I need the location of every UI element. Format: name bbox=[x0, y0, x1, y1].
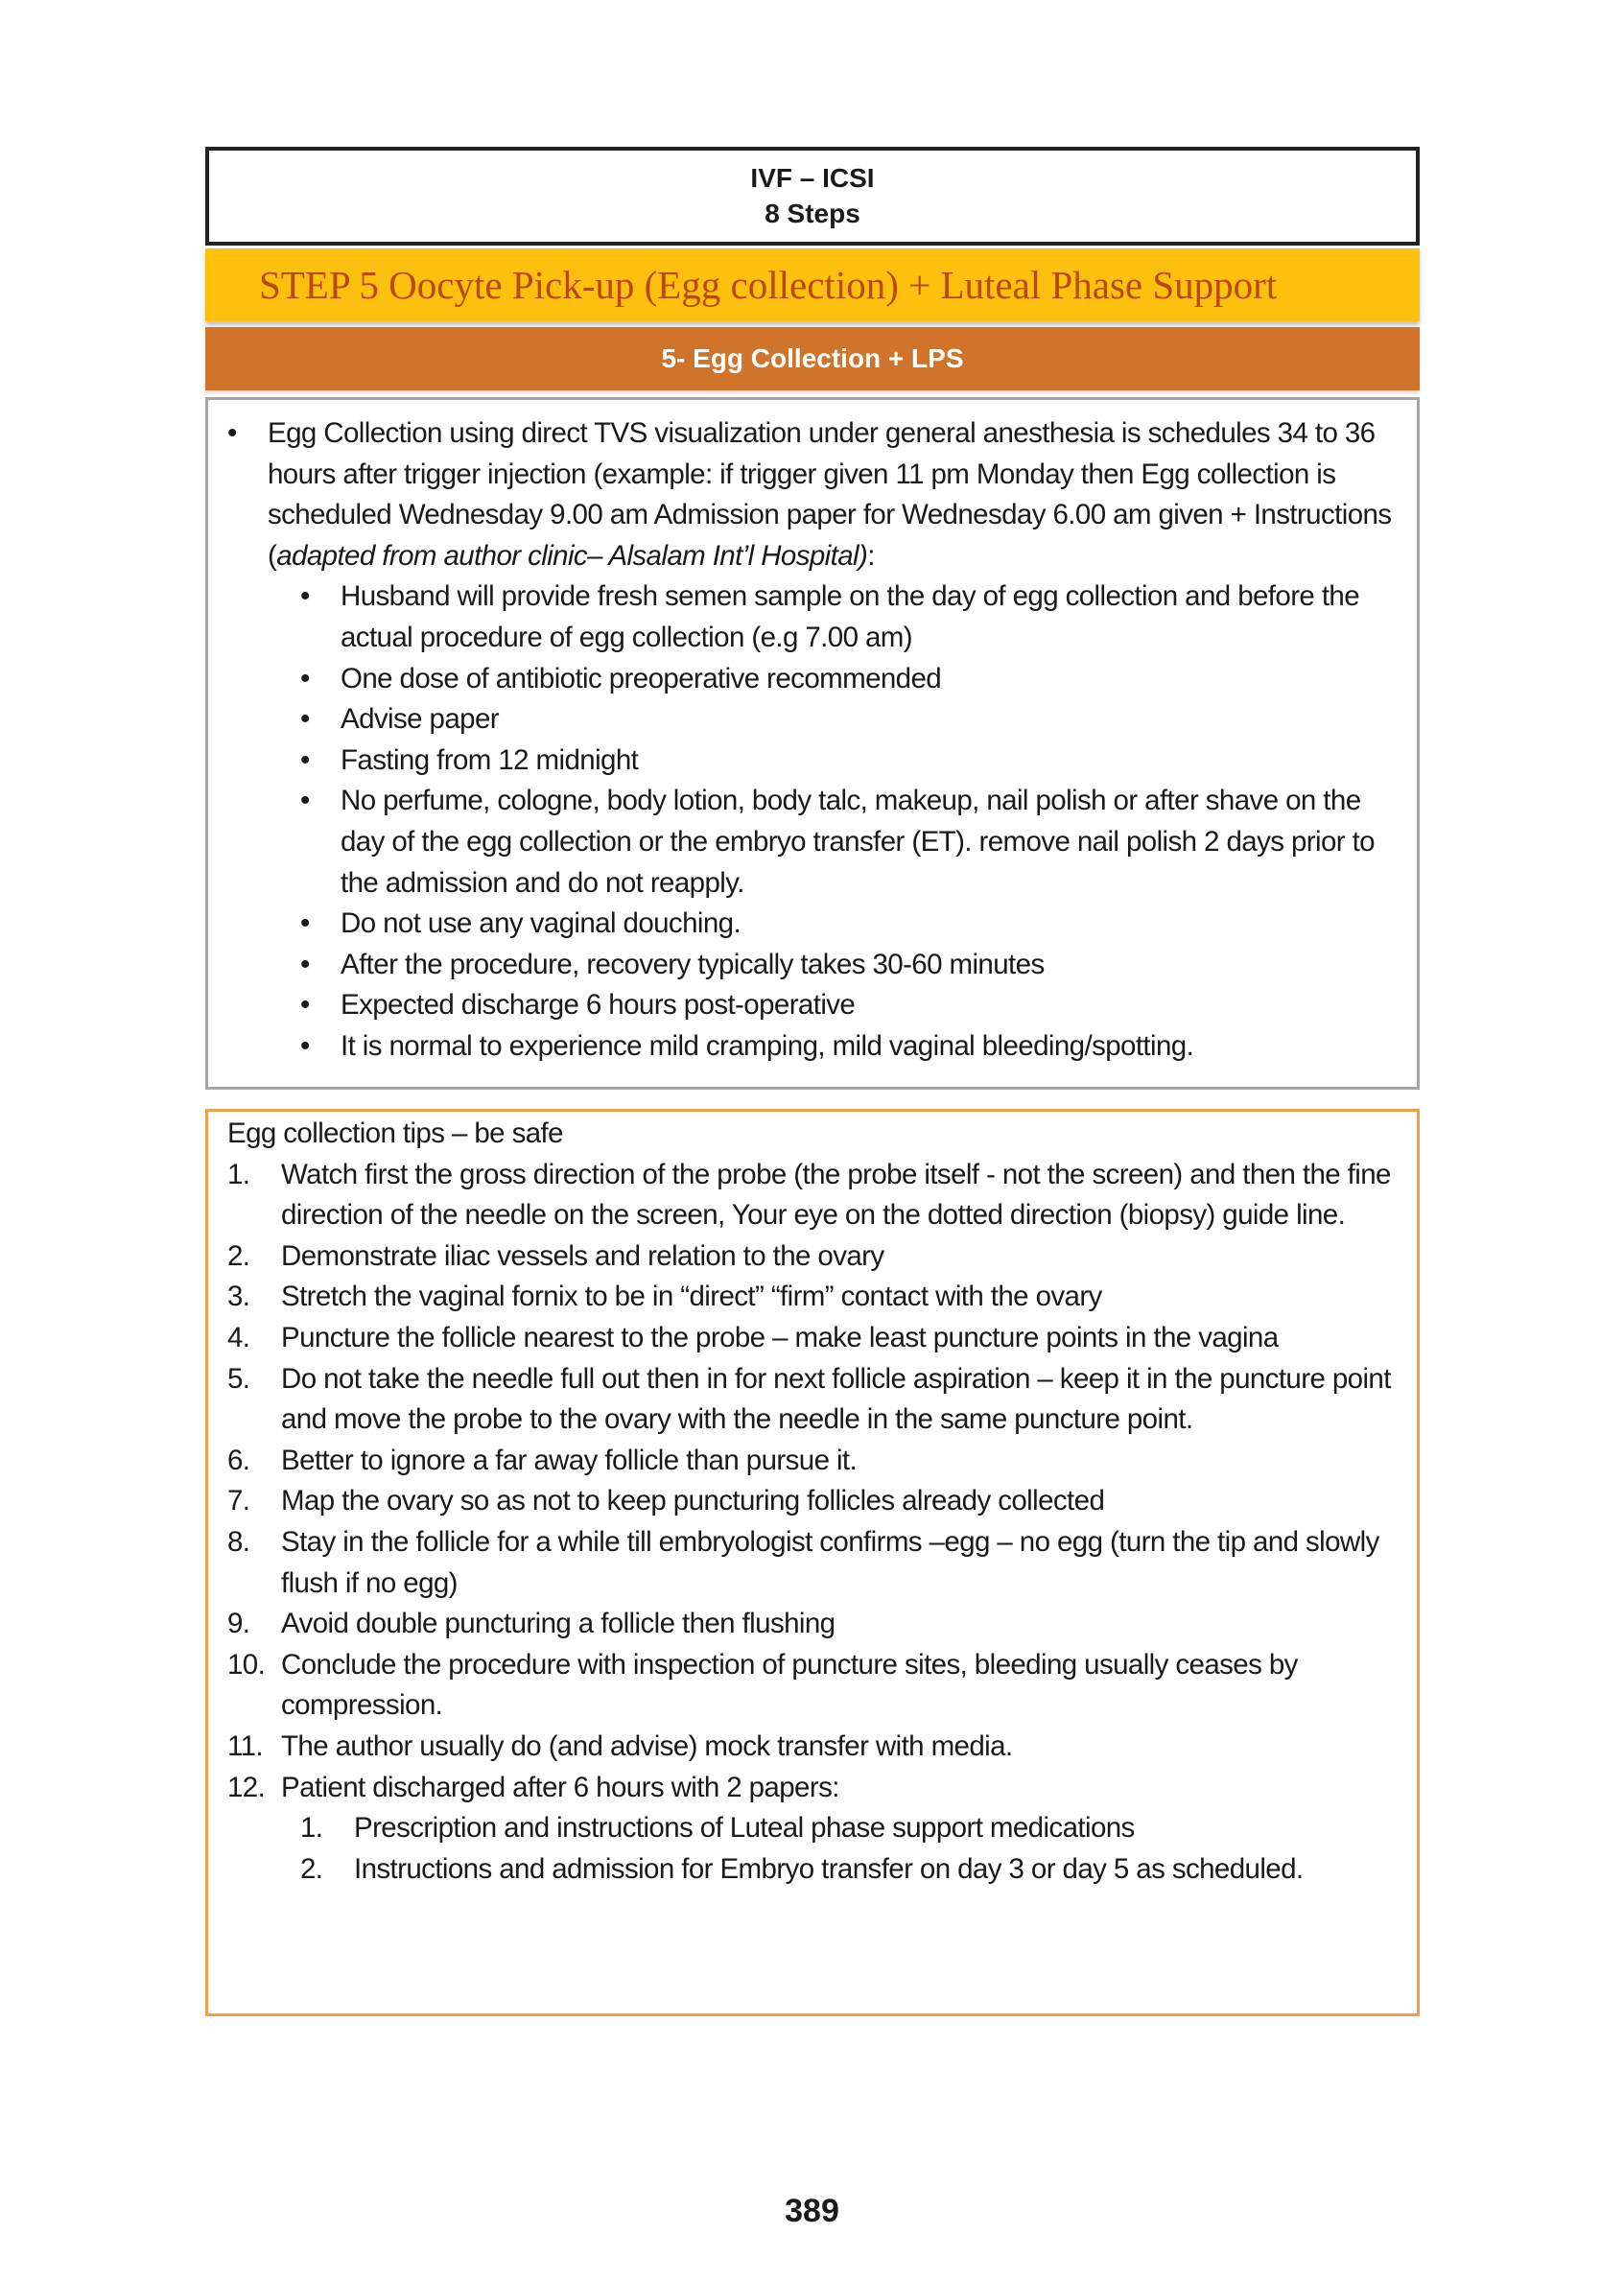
tip-subitem-text: Prescription and instructions of Luteal phase support medications bbox=[354, 1812, 1135, 1845]
tip-text: Patient discharged after 6 hours with 2 papers: bbox=[281, 1771, 839, 1803]
bullet-icon: • bbox=[300, 1029, 310, 1062]
tip-subitem-text: Instructions and admission for Embryo transfer on day 3 or day 5 as scheduled. bbox=[354, 1852, 1304, 1885]
tip-number: 2. bbox=[227, 1239, 250, 1272]
tip-item bbox=[227, 1277, 1398, 1318]
tip-item bbox=[227, 1768, 1398, 1809]
bullet-icon: • bbox=[300, 743, 310, 776]
tip-item bbox=[227, 1155, 1398, 1236]
tip-text: Conclude the procedure with inspection of puncture sites, bleeding usually ceases by compression. bbox=[281, 1648, 1298, 1722]
bullet-icon: • bbox=[300, 662, 310, 694]
tip-number: 4. bbox=[227, 1321, 250, 1353]
tip-subitem bbox=[227, 1849, 1398, 1891]
list-item-text: Expected discharge 6 hours post-operative bbox=[341, 989, 856, 1022]
intro-source: adapted from author clinic– Alsalam Int’l Hospital) bbox=[276, 539, 868, 572]
list-item-text: Husband will provide fresh semen sample on the day of egg collection and before the actual procedure of egg collection (e.g 7.00 am) bbox=[341, 580, 1360, 653]
list-item bbox=[227, 699, 1394, 741]
list-item bbox=[227, 659, 1394, 700]
page-number: 389 bbox=[785, 2193, 839, 2229]
tip-text: Avoid double puncturing a follicle then flushing bbox=[281, 1608, 836, 1640]
tip-number: 3. bbox=[227, 1281, 250, 1313]
step-title: STEP 5 Oocyte Pick-up (Egg collection) + Luteal Phase Support bbox=[259, 263, 1278, 307]
tip-number: 7. bbox=[227, 1485, 250, 1517]
list-item bbox=[227, 741, 1394, 782]
tip-number: 11. bbox=[227, 1729, 264, 1762]
tip-subitem bbox=[227, 1808, 1398, 1849]
tip-item bbox=[227, 1604, 1398, 1645]
tip-number: 5. bbox=[227, 1362, 250, 1395]
tip-subitem-number: 1. bbox=[300, 1812, 323, 1845]
tip-number: 10. bbox=[227, 1648, 266, 1681]
tip-text: The author usually do (and advise) mock transfer with media. bbox=[281, 1729, 1013, 1762]
bullet-icon: • bbox=[300, 785, 310, 817]
bullet-icon: • bbox=[300, 989, 310, 1022]
list-item bbox=[227, 904, 1394, 945]
tip-text: Demonstrate iliac vessels and relation to the ovary bbox=[281, 1239, 884, 1272]
list-item bbox=[227, 945, 1394, 986]
tip-text: Map the ovary so as not to keep puncturing follicles already collected bbox=[281, 1485, 1105, 1517]
tip-item bbox=[227, 1441, 1398, 1482]
bullet-icon: • bbox=[300, 580, 310, 613]
step-banner bbox=[205, 248, 1420, 321]
list-item-text: Do not use any vaginal douching. bbox=[341, 907, 741, 940]
tip-text: Stretch the vaginal fornix to be in “direct” “firm” contact with the ovary bbox=[281, 1281, 1102, 1313]
list-item-text: Fasting from 12 midnight bbox=[341, 743, 639, 776]
document-title: IVF – ICSI bbox=[750, 163, 875, 193]
tip-item bbox=[227, 1645, 1398, 1727]
tip-text: Puncture the follicle nearest to the probe – make least puncture points in the vagina bbox=[281, 1321, 1279, 1353]
tip-number: 6. bbox=[227, 1444, 250, 1476]
list-item bbox=[227, 985, 1394, 1026]
tip-text: Stay in the follicle for a while till embryologist confirms –egg – no egg (turn the tip and slowly flush if no egg) bbox=[281, 1525, 1379, 1599]
tip-number: 12. bbox=[227, 1771, 266, 1803]
intro-end: : bbox=[867, 539, 875, 572]
section-title: 5- Egg Collection + LPS bbox=[661, 343, 964, 373]
tip-item bbox=[227, 1236, 1398, 1278]
title-box bbox=[205, 147, 1420, 246]
tip-text: Better to ignore a far away follicle than pursue it. bbox=[281, 1444, 858, 1476]
tip-item bbox=[227, 1318, 1398, 1359]
bullet-icon: • bbox=[300, 907, 310, 940]
tip-number: 1. bbox=[227, 1158, 250, 1190]
tip-number: 8. bbox=[227, 1525, 250, 1558]
list-item bbox=[227, 1026, 1394, 1068]
tip-text: Watch first the gross direction of the probe (the probe itself - not the screen) and then the fine direction of the needle on the screen, Your eye on the dotted direction (biopsy) guide line. bbox=[281, 1158, 1391, 1232]
tip-item bbox=[227, 1359, 1398, 1441]
tip-item bbox=[227, 1522, 1398, 1604]
list-item-text: Advise paper bbox=[341, 703, 499, 736]
tip-subitem-number: 2. bbox=[300, 1852, 323, 1885]
document-subtitle: 8 Steps bbox=[765, 199, 860, 228]
list-item-text: It is normal to experience mild cramping, mild vaginal bleeding/spotting. bbox=[341, 1029, 1194, 1062]
instructions-box bbox=[205, 397, 1420, 1090]
list-item-text: No perfume, cologne, body lotion, body talc, makeup, nail polish or after shave on the day of the egg collection or the embryo transfer (ET). remove nail polish 2 days prior to the admission and do not reapply. bbox=[341, 785, 1375, 899]
bullet-icon: • bbox=[227, 417, 237, 449]
tips-box bbox=[205, 1109, 1420, 2016]
list-item-text: One dose of antibiotic preoperative recommended bbox=[341, 662, 942, 694]
section-banner bbox=[205, 327, 1420, 390]
bullet-icon: • bbox=[300, 948, 310, 980]
tip-number: 9. bbox=[227, 1608, 250, 1640]
list-item bbox=[227, 576, 1394, 658]
tip-item bbox=[227, 1727, 1398, 1768]
intro-text: Egg Collection using direct TVS visualization under general anesthesia is schedules 34 to 36 hours after trigger injection (example: if trigger given 11 pm Monday then Egg collection is scheduled Wednesday 9.00 am Admission paper for Wednesday 6.00 am given + Instructions ( bbox=[268, 417, 1392, 572]
list-item-text: After the procedure, recovery typically takes 30-60 minutes bbox=[341, 948, 1045, 980]
tip-item bbox=[227, 1481, 1398, 1522]
bullet-icon: • bbox=[300, 703, 310, 736]
tip-text: Do not take the needle full out then in for next follicle aspiration – keep it in the puncture point and move the probe to the ovary with the needle in the same puncture point. bbox=[281, 1362, 1391, 1436]
tips-heading: Egg collection tips – be safe bbox=[227, 1117, 563, 1149]
list-item bbox=[227, 781, 1394, 904]
instructions-intro bbox=[227, 413, 1394, 576]
